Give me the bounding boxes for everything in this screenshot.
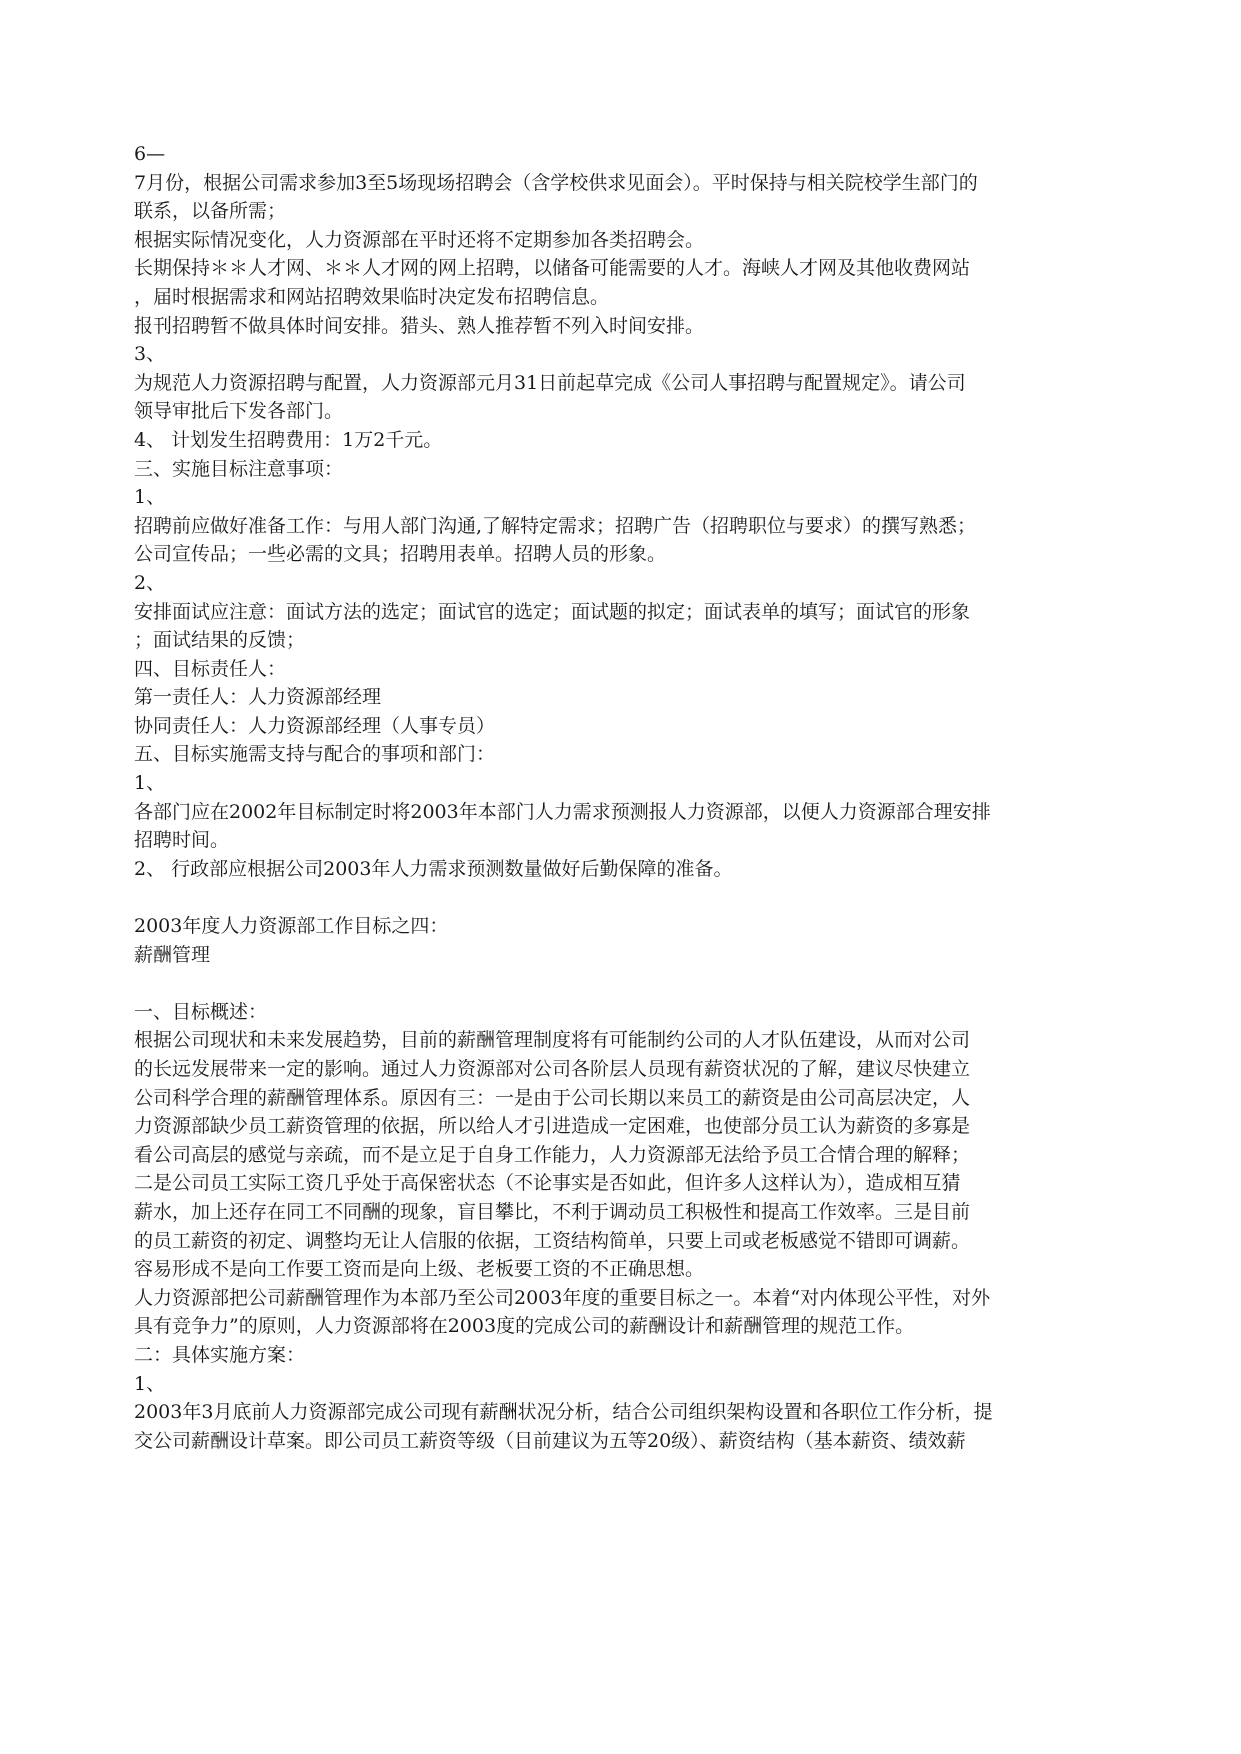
text-line: 四、目标责任人： (134, 657, 287, 680)
text-line: 人力资源部把公司薪酬管理作为本部乃至公司2003年度的重要目标之一。本着“对内体现公平性，对外 (134, 1286, 991, 1309)
text-line: 具有竞争力”的原则，人力资源部将在2003度的完成公司的薪酬设计和薪酬管理的规范工作。 (134, 1315, 915, 1338)
text-line: 交公司薪酬设计草案。即公司员工薪资等级（目前建议为五等20级）、薪资结构（基本薪资、绩效薪 (134, 1429, 966, 1452)
text-line: 的员工薪资的初定、调整均无让人信服的依据，工资结构简单，只要上司或老板感觉不错即可调薪。 (134, 1229, 971, 1252)
text-line: 公司科学合理的薪酬管理体系。原因有三：一是由于公司长期以来员工的薪资是由公司高层决定，人 (134, 1086, 971, 1109)
text-line: 1、 (134, 486, 166, 509)
text-line: 安排面试应注意：面试方法的选定；面试官的选定；面试题的拟定；面试表单的填写；面试官的形象 (134, 600, 971, 623)
blank-line (134, 969, 1114, 998)
text-line: 1、 (134, 1372, 166, 1395)
text-line: 公司宣传品；一些必需的文具；招聘用表单。招聘人员的形象。 (134, 543, 667, 566)
text-line: 容易形成不是向工作要工资而是向上级、老板要工资的不正确思想。 (134, 1258, 705, 1281)
text-line: 招聘时间。 (134, 829, 230, 852)
text-line: 三、实施目标注意事项： (134, 457, 344, 480)
text-line: 各部门应在2002年目标制定时将2003年本部门人力需求预测报人力资源部，以便人力资源部合理安排 (134, 800, 991, 823)
text-line: 7月份，根据公司需求参加3至5场现场招聘会（含学校供求见面会）。平时保持与相关院校学生部门的 (134, 171, 978, 194)
text-line: 6— (134, 143, 166, 165)
text-line: 4、 计划发生招聘费用：1万2千元。 (134, 428, 443, 451)
text-line: 2003年度人力资源部工作目标之四： (134, 915, 449, 938)
text-line: 协同责任人：人力资源部经理（人事专员） (134, 714, 496, 737)
text-line: 五、目标实施需支持与配合的事项和部门： (134, 743, 496, 766)
text-line: 二：具体实施方案： (134, 1343, 306, 1366)
text-line: 根据公司现状和未来发展趋势，目前的薪酬管理制度将有可能制约公司的人才队伍建设，从而对公司 (134, 1029, 971, 1052)
text-line: 第一责任人：人力资源部经理 (134, 686, 382, 709)
document-page (134, 140, 1114, 1455)
text-line: 的长远发展带来一定的影响。通过人力资源部对公司各阶层人员现有薪资状况的了解，建议尽快建立 (134, 1058, 971, 1080)
text-line: 1、 (134, 772, 166, 795)
text-line: 2003年3月底前人力资源部完成公司现有薪酬状况分析，结合公司组织架构设置和各职位工作分析，提 (134, 1401, 993, 1424)
text-line: 为规范人力资源招聘与配置，人力资源部元月31日前起草完成《公司人事招聘与配置规定》。请公司 (134, 371, 966, 394)
text-line: 联系，以备所需； (134, 200, 287, 223)
text-line: 2、 行政部应根据公司2003年人力需求预测数量做好后勤保障的准备。 (134, 857, 733, 880)
text-line: 招聘前应做好准备工作：与用人部门沟通,了解特定需求；招聘广告（招聘职位与要求）的撰写熟悉； (134, 514, 977, 537)
text-line: 看公司高层的感觉与亲疏，而不是立足于自身工作能力，人力资源部无法给予员工合情合理的解释； (134, 1143, 971, 1166)
text-line: 二是公司员工实际工资几乎处于高保密状态（不论事实是否如此，但许多人这样认为），造成相互猜 (134, 1172, 961, 1195)
text-line: 力资源部缺少员工薪资管理的依据，所以给人才引进造成一定困难，也使部分员工认为薪资的多寡是 (134, 1115, 971, 1138)
text-line: 一、目标概述： (134, 1000, 268, 1023)
blank-line (134, 883, 1114, 912)
text-line: 长期保持＊＊人才网、＊＊人才网的网上招聘，以储备可能需要的人才。海峡人才网及其他收费网站 (134, 257, 971, 280)
text-line: 根据实际情况变化，人力资源部在平时还将不定期参加各类招聘会。 (134, 228, 705, 251)
text-line: 报刊招聘暂不做具体时间安排。猎头、熟人推荐暂不列入时间安排。 (134, 314, 705, 337)
text-line: 2、 (134, 571, 166, 594)
text-line: 薪水，加上还存在同工不同酬的现象，盲目攀比，不利于调动员工积极性和提高工作效率。三是目前 (134, 1200, 971, 1223)
text-line: 3、 (134, 343, 166, 366)
text-line: 薪酬管理 (134, 943, 211, 966)
text-line: 领导审批后下发各部门。 (134, 400, 344, 423)
text-line: ，届时根据需求和网站招聘效果临时决定发布招聘信息。 (134, 285, 610, 308)
text-line: ；面试结果的反馈； (134, 629, 306, 652)
